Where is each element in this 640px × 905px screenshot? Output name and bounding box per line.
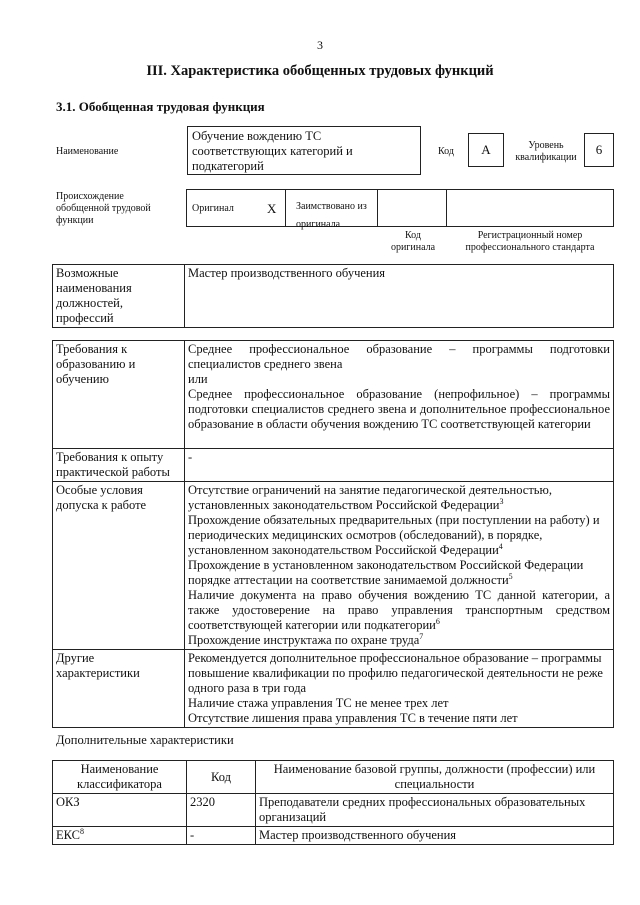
code-cell: 2320 [187,794,256,827]
requirement-line: Прохождение в установленном законодательством Российской Федерации порядке аттестации на соответствие занимаемой должности [188,558,584,587]
code-value-box [468,133,504,167]
name-cell: Мастер производственного обучения [256,827,614,845]
positions-label: Возможные наименования должностей, профессий [53,265,185,328]
footnote-mark: 5 [508,571,513,581]
code-label: Код [438,146,454,157]
requirement-line: Рекомендуется дополнительное профессиональное образование – программы повышение квалификации по профилю педагогической деятельности не реже одного раза в три года [188,651,603,695]
borrowed-cell [285,189,378,230]
requirement-content [185,341,614,449]
name-label: Наименование [56,146,119,157]
footnote-mark: 6 [435,616,440,626]
requirement-content [185,482,614,650]
requirement-line: Наличие документа на право обучения вождению ТС данной категории, а также удостоверение на право управления транспортным средством соответствующей категории или подкатегории [188,588,610,632]
footnote-mark: 7 [419,631,424,641]
classifier-cell: ЕКС [56,828,80,842]
requirement-line: Наличие стажа управления ТС не менее трех лет [188,696,449,710]
reg-number-cell [446,189,614,227]
requirement-line: Прохождение инструктажа по охране труда [188,633,420,647]
requirement-label: Требования к опыту практической работы [53,449,185,482]
requirement-line: Прохождение обязательных предварительных (при поступлении на работу) и периодических медицинских осмотров (обследований), в порядке, установленном законодательством Российской Федерации [188,513,600,557]
original-mark: X [267,201,277,216]
code-original-cell [377,189,447,227]
name-cell: Преподаватели средних профессиональных образовательных организаций [256,794,614,827]
level-label: Уровень квалификации [515,140,577,163]
subsection-title: 3.1. Обобщенная трудовая функция [56,99,265,114]
original-cell [186,189,286,227]
additional-table [52,760,614,845]
requirement-line: Среднее профессиональное образование (непрофильное) – программы подготовки специалистов среднего звена и дополнительное профессиональное образование в области обучения вождению ТС соответствующей категории [188,387,610,431]
name-value-box [187,126,421,175]
level-value: 6 [595,142,603,157]
requirement-line: или [188,372,208,386]
requirement-row [53,449,614,482]
additional-title: Дополнительные характеристики [56,733,234,747]
name-value: Обучение вождению ТС соответствующих категорий и подкатегорий [192,129,353,173]
origin-label: Происхождение обобщенной трудовой функции [56,191,151,226]
code-cell: - [187,827,256,845]
section-title: III. Характеристика обобщенных трудовых функций [146,63,494,79]
footnote-mark: 3 [499,496,504,506]
positions-value: Мастер производственного обучения [185,265,614,328]
reg-caption: Регистрационный номер профессионального стандарта [465,230,595,253]
table-row [53,827,614,845]
original-label: Оригинал [192,203,234,214]
requirement-row [53,341,614,449]
requirement-line: - [188,450,193,464]
footnote-mark: 8 [80,826,84,836]
requirement-line: Среднее профессиональное образование – программы подготовки специалистов среднего звена [188,342,610,371]
code-value: А [481,142,491,157]
table-row [53,794,614,827]
requirements-table [52,340,614,728]
requirement-label: Другие характеристики [53,650,185,728]
borrowed-label: Заимствовано из оригинала [296,201,367,230]
header-code: Код [187,761,256,794]
header-classifier: Наименование классификатора [53,761,187,794]
page-number: 3 [317,38,323,52]
requirement-content [185,650,614,728]
positions-table [52,264,614,328]
classifier-cell: ОКЗ [56,795,80,809]
requirement-label: Особые условия допуска к работе [53,482,185,650]
requirement-label: Требования к образованию и обучению [53,341,185,449]
requirement-line: Отсутствие лишения права управления ТС в течение пяти лет [188,711,518,725]
code-caption: Код оригинала [390,230,436,253]
requirement-line: Отсутствие ограничений на занятие педагогической деятельностью, установленных законодательством Российской Федерации [188,483,552,512]
requirement-row [53,482,614,650]
footnote-mark: 4 [498,541,503,551]
level-value-box [584,133,614,167]
requirement-row [53,650,614,728]
header-name: Наименование базовой группы, должности (профессии) или специальности [256,761,614,794]
requirement-content [185,449,614,482]
